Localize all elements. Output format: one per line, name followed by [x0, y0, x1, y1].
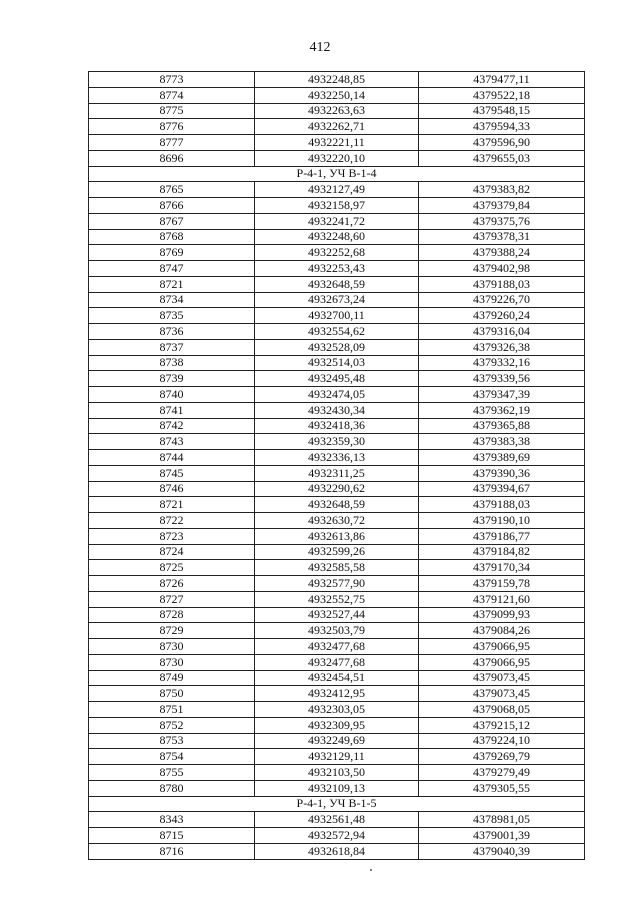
point-number-cell: 8754 — [89, 749, 255, 765]
y-coordinate-cell: 4379378,31 — [419, 229, 585, 245]
point-number-cell: 8769 — [89, 245, 255, 261]
x-coordinate-cell: 4932527,44 — [255, 607, 419, 623]
table-row — [89, 339, 585, 355]
y-coordinate-cell: 4379362,19 — [419, 402, 585, 418]
x-coordinate-cell: 4932673,24 — [255, 292, 419, 308]
y-coordinate-cell: 4379316,04 — [419, 324, 585, 340]
point-number-cell: 8774 — [89, 87, 255, 103]
x-coordinate-cell: 4932290,62 — [255, 481, 419, 497]
y-coordinate-cell: 4379190,10 — [419, 513, 585, 529]
point-number-cell: 8737 — [89, 339, 255, 355]
y-coordinate-cell: 4379402,98 — [419, 261, 585, 277]
point-number-cell: 8745 — [89, 465, 255, 481]
table-row — [89, 560, 585, 576]
table-row — [89, 402, 585, 418]
x-coordinate-cell: 4932599,26 — [255, 544, 419, 560]
y-coordinate-cell: 4379121,60 — [419, 591, 585, 607]
x-coordinate-cell: 4932158,97 — [255, 198, 419, 214]
point-number-cell: 8767 — [89, 213, 255, 229]
point-number-cell: 8746 — [89, 481, 255, 497]
y-coordinate-cell: 4379388,24 — [419, 245, 585, 261]
table-row — [89, 198, 585, 214]
y-coordinate-cell: 4379305,55 — [419, 780, 585, 796]
point-number-cell: 8716 — [89, 843, 255, 859]
coordinates-table-body — [89, 72, 585, 860]
point-number-cell: 8749 — [89, 670, 255, 686]
table-row — [89, 418, 585, 434]
table-row — [89, 654, 585, 670]
table-row — [89, 324, 585, 340]
page-speck — [370, 869, 372, 871]
x-coordinate-cell: 4932630,72 — [255, 513, 419, 529]
y-coordinate-cell: 4379084,26 — [419, 623, 585, 639]
y-coordinate-cell: 4379186,77 — [419, 528, 585, 544]
x-coordinate-cell: 4932418,36 — [255, 418, 419, 434]
table-row — [89, 387, 585, 403]
x-coordinate-cell: 4932221,11 — [255, 135, 419, 151]
x-coordinate-cell: 4932430,34 — [255, 402, 419, 418]
y-coordinate-cell: 4379390,36 — [419, 465, 585, 481]
y-coordinate-cell: 4379548,15 — [419, 103, 585, 119]
y-coordinate-cell: 4379332,16 — [419, 355, 585, 371]
table-row — [89, 733, 585, 749]
point-number-cell: 8729 — [89, 623, 255, 639]
y-coordinate-cell: 4379215,12 — [419, 717, 585, 733]
table-row — [89, 87, 585, 103]
table-row — [89, 103, 585, 119]
x-coordinate-cell: 4932618,84 — [255, 843, 419, 859]
y-coordinate-cell: 4379394,67 — [419, 481, 585, 497]
x-coordinate-cell: 4932613,86 — [255, 528, 419, 544]
y-coordinate-cell: 4379224,10 — [419, 733, 585, 749]
point-number-cell: 8780 — [89, 780, 255, 796]
y-coordinate-cell: 4379226,70 — [419, 292, 585, 308]
point-number-cell: 8777 — [89, 135, 255, 151]
x-coordinate-cell: 4932248,60 — [255, 229, 419, 245]
point-number-cell: 8735 — [89, 308, 255, 324]
y-coordinate-cell: 4379279,49 — [419, 765, 585, 781]
point-number-cell: 8750 — [89, 686, 255, 702]
point-number-cell: 8768 — [89, 229, 255, 245]
y-coordinate-cell: 4379365,88 — [419, 418, 585, 434]
y-coordinate-cell: 4379594,33 — [419, 119, 585, 135]
x-coordinate-cell: 4932262,71 — [255, 119, 419, 135]
y-coordinate-cell: 4379269,79 — [419, 749, 585, 765]
point-number-cell: 8765 — [89, 182, 255, 198]
x-coordinate-cell: 4932648,59 — [255, 497, 419, 513]
x-coordinate-cell: 4932253,43 — [255, 261, 419, 277]
table-row — [89, 72, 585, 88]
x-coordinate-cell: 4932561,48 — [255, 812, 419, 828]
y-coordinate-cell: 4379339,56 — [419, 371, 585, 387]
point-number-cell: 8727 — [89, 591, 255, 607]
table-row — [89, 292, 585, 308]
x-coordinate-cell: 4932474,05 — [255, 387, 419, 403]
point-number-cell: 8726 — [89, 576, 255, 592]
y-coordinate-cell: 4379375,76 — [419, 213, 585, 229]
table-row — [89, 828, 585, 844]
point-number-cell: 8743 — [89, 434, 255, 450]
table-row — [89, 843, 585, 859]
table-row — [89, 213, 585, 229]
y-coordinate-cell: 4379068,05 — [419, 702, 585, 718]
point-number-cell: 8696 — [89, 150, 255, 166]
x-coordinate-cell: 4932577,90 — [255, 576, 419, 592]
y-coordinate-cell: 4379188,03 — [419, 497, 585, 513]
table-row — [89, 670, 585, 686]
x-coordinate-cell: 4932263,63 — [255, 103, 419, 119]
point-number-cell: 8723 — [89, 528, 255, 544]
y-coordinate-cell: 4379170,34 — [419, 560, 585, 576]
table-row — [89, 528, 585, 544]
point-number-cell: 8728 — [89, 607, 255, 623]
point-number-cell: 8721 — [89, 497, 255, 513]
table-row — [89, 623, 585, 639]
section-label: Р-4-1, УЧ В-1-5 — [89, 796, 585, 812]
y-coordinate-cell: 4379188,03 — [419, 276, 585, 292]
table-row — [89, 749, 585, 765]
point-number-cell: 8343 — [89, 812, 255, 828]
x-coordinate-cell: 4932412,95 — [255, 686, 419, 702]
x-coordinate-cell: 4932477,68 — [255, 639, 419, 655]
point-number-cell: 8755 — [89, 765, 255, 781]
point-number-cell: 8741 — [89, 402, 255, 418]
table-row — [89, 497, 585, 513]
x-coordinate-cell: 4932220,10 — [255, 150, 419, 166]
y-coordinate-cell: 4379066,95 — [419, 639, 585, 655]
x-coordinate-cell: 4932311,25 — [255, 465, 419, 481]
y-coordinate-cell: 4379001,39 — [419, 828, 585, 844]
y-coordinate-cell: 4379596,90 — [419, 135, 585, 151]
x-coordinate-cell: 4932648,59 — [255, 276, 419, 292]
table-row — [89, 119, 585, 135]
table-row — [89, 607, 585, 623]
section-label: Р-4-1, УЧ В-1-4 — [89, 166, 585, 182]
table-row — [89, 544, 585, 560]
point-number-cell: 8738 — [89, 355, 255, 371]
table-row — [89, 135, 585, 151]
x-coordinate-cell: 4932127,49 — [255, 182, 419, 198]
x-coordinate-cell: 4932454,51 — [255, 670, 419, 686]
table-row — [89, 261, 585, 277]
x-coordinate-cell: 4932241,72 — [255, 213, 419, 229]
table-row — [89, 812, 585, 828]
y-coordinate-cell: 4379347,39 — [419, 387, 585, 403]
x-coordinate-cell: 4932495,48 — [255, 371, 419, 387]
x-coordinate-cell: 4932249,69 — [255, 733, 419, 749]
x-coordinate-cell: 4932109,13 — [255, 780, 419, 796]
x-coordinate-cell: 4932572,94 — [255, 828, 419, 844]
x-coordinate-cell: 4932503,79 — [255, 623, 419, 639]
table-row — [89, 780, 585, 796]
y-coordinate-cell: 4379099,93 — [419, 607, 585, 623]
point-number-cell: 8776 — [89, 119, 255, 135]
table-row — [89, 229, 585, 245]
table-row — [89, 434, 585, 450]
x-coordinate-cell: 4932252,68 — [255, 245, 419, 261]
x-coordinate-cell: 4932359,30 — [255, 434, 419, 450]
x-coordinate-cell: 4932514,03 — [255, 355, 419, 371]
y-coordinate-cell: 4379326,38 — [419, 339, 585, 355]
table-row — [89, 355, 585, 371]
point-number-cell: 8747 — [89, 261, 255, 277]
table-row — [89, 717, 585, 733]
table-row — [89, 686, 585, 702]
point-number-cell: 8730 — [89, 639, 255, 655]
x-coordinate-cell: 4932477,68 — [255, 654, 419, 670]
y-coordinate-cell: 4379379,84 — [419, 198, 585, 214]
point-number-cell: 8739 — [89, 371, 255, 387]
section-header-row — [89, 166, 585, 182]
point-number-cell: 8742 — [89, 418, 255, 434]
table-row — [89, 150, 585, 166]
y-coordinate-cell: 4379522,18 — [419, 87, 585, 103]
x-coordinate-cell: 4932552,75 — [255, 591, 419, 607]
x-coordinate-cell: 4932250,14 — [255, 87, 419, 103]
x-coordinate-cell: 4932103,50 — [255, 765, 419, 781]
y-coordinate-cell: 4379040,39 — [419, 843, 585, 859]
table-row — [89, 591, 585, 607]
table-row — [89, 245, 585, 261]
x-coordinate-cell: 4932700,11 — [255, 308, 419, 324]
table-row — [89, 513, 585, 529]
point-number-cell: 8736 — [89, 324, 255, 340]
x-coordinate-cell: 4932303,05 — [255, 702, 419, 718]
point-number-cell: 8734 — [89, 292, 255, 308]
y-coordinate-cell: 4379383,38 — [419, 434, 585, 450]
point-number-cell: 8715 — [89, 828, 255, 844]
table-row — [89, 371, 585, 387]
y-coordinate-cell: 4379655,03 — [419, 150, 585, 166]
point-number-cell: 8744 — [89, 450, 255, 466]
point-number-cell: 8751 — [89, 702, 255, 718]
point-number-cell: 8722 — [89, 513, 255, 529]
x-coordinate-cell: 4932309,95 — [255, 717, 419, 733]
table-row — [89, 308, 585, 324]
coordinates-table — [88, 71, 585, 860]
y-coordinate-cell: 4379073,45 — [419, 686, 585, 702]
y-coordinate-cell: 4379389,69 — [419, 450, 585, 466]
x-coordinate-cell: 4932585,58 — [255, 560, 419, 576]
point-number-cell: 8753 — [89, 733, 255, 749]
section-header-row — [89, 796, 585, 812]
point-number-cell: 8752 — [89, 717, 255, 733]
table-row — [89, 465, 585, 481]
y-coordinate-cell: 4379159,78 — [419, 576, 585, 592]
y-coordinate-cell: 4379184,82 — [419, 544, 585, 560]
x-coordinate-cell: 4932554,62 — [255, 324, 419, 340]
table-row — [89, 639, 585, 655]
table-row — [89, 765, 585, 781]
table-row — [89, 450, 585, 466]
table-row — [89, 182, 585, 198]
y-coordinate-cell: 4379477,11 — [419, 72, 585, 88]
x-coordinate-cell: 4932248,85 — [255, 72, 419, 88]
point-number-cell: 8740 — [89, 387, 255, 403]
table-row — [89, 276, 585, 292]
table-row — [89, 481, 585, 497]
point-number-cell: 8725 — [89, 560, 255, 576]
y-coordinate-cell: 4379260,24 — [419, 308, 585, 324]
point-number-cell: 8773 — [89, 72, 255, 88]
point-number-cell: 8724 — [89, 544, 255, 560]
y-coordinate-cell: 4379066,95 — [419, 654, 585, 670]
y-coordinate-cell: 4379383,82 — [419, 182, 585, 198]
point-number-cell: 8721 — [89, 276, 255, 292]
point-number-cell: 8766 — [89, 198, 255, 214]
x-coordinate-cell: 4932528,09 — [255, 339, 419, 355]
table-row — [89, 702, 585, 718]
point-number-cell: 8730 — [89, 654, 255, 670]
table-row — [89, 576, 585, 592]
y-coordinate-cell: 4379073,45 — [419, 670, 585, 686]
point-number-cell: 8775 — [89, 103, 255, 119]
x-coordinate-cell: 4932336,13 — [255, 450, 419, 466]
x-coordinate-cell: 4932129,11 — [255, 749, 419, 765]
y-coordinate-cell: 4378981,05 — [419, 812, 585, 828]
page-number: 412 — [309, 40, 331, 55]
